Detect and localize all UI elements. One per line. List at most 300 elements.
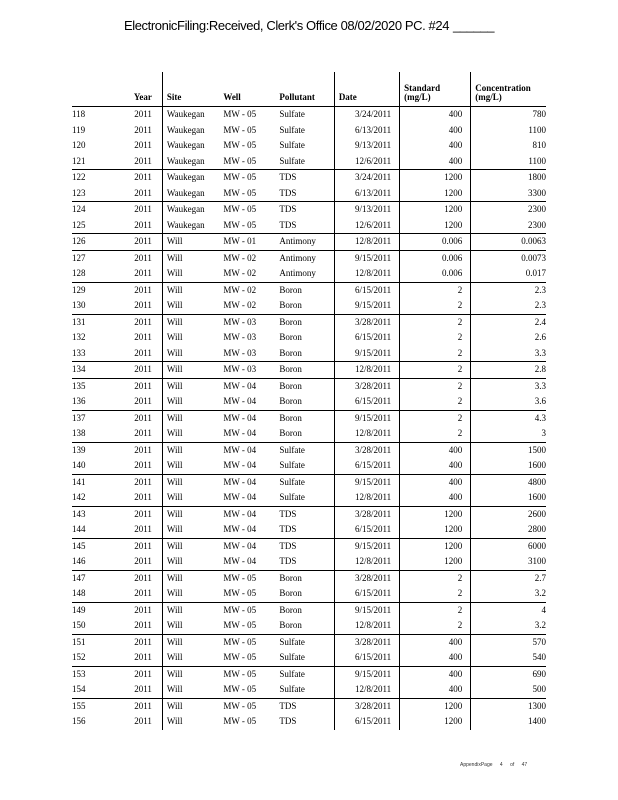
cell-well: MW - 05 — [223, 109, 257, 120]
cell-date: 12/8/2011 — [334, 554, 399, 570]
cell-concentration: 2.3 — [471, 282, 546, 298]
cell-concentration: 0.017 — [471, 266, 546, 282]
cell-index: 126 — [72, 234, 106, 251]
cell-date: 6/15/2011 — [334, 330, 399, 346]
cell-index: 138 — [72, 428, 86, 439]
cell-date: 3/28/2011 — [334, 314, 399, 330]
cell-concentration: 3300 — [471, 186, 546, 202]
table-row — [72, 714, 546, 730]
cell-year: 2011 — [134, 109, 152, 120]
cell-date: 12/8/2011 — [334, 362, 399, 379]
cell-year: 2011 — [106, 698, 162, 714]
col-well-header: Well — [223, 72, 279, 107]
cell-standard: 0.006 — [400, 234, 471, 251]
cell-well: MW - 05 — [223, 140, 257, 151]
cell-site: Will — [162, 634, 223, 650]
cell-well: MW - 02 — [223, 268, 257, 279]
cell-index: 132 — [72, 332, 86, 343]
cell-standard: 1200 — [400, 554, 471, 570]
cell-standard: 400 — [400, 138, 471, 154]
cell-pollutant: Boron — [279, 410, 334, 426]
cell-date: 9/15/2011 — [334, 250, 399, 266]
cell-date: 12/6/2011 — [334, 218, 399, 234]
cell-pollutant: TDS — [279, 219, 297, 230]
cell-pollutant: Boron — [279, 332, 302, 343]
cell-date: 6/15/2011 — [334, 282, 399, 298]
table-row — [72, 266, 546, 282]
table-row — [72, 698, 546, 714]
cell-year: 2011 — [134, 492, 152, 503]
cell-year: 2011 — [134, 620, 152, 631]
cell-pollutant: Antimony — [279, 250, 334, 266]
cell-concentration: 2.7 — [471, 570, 546, 586]
cell-concentration: 2300 — [471, 218, 546, 234]
cell-date: 6/15/2011 — [334, 458, 399, 474]
footer-label: AppendixPage — [460, 762, 493, 768]
cell-year: 2011 — [106, 250, 162, 266]
cell-concentration: 6000 — [471, 538, 546, 554]
filing-header-text: ElectronicFiling:Received, Clerk's Office 08/02/2020 PC. #24 — [123, 18, 450, 33]
cell-pollutant: Boron — [279, 362, 334, 379]
cell-concentration: 690 — [471, 666, 546, 682]
cell-index: 145 — [72, 538, 106, 554]
cell-site: Will — [162, 426, 223, 442]
cell-standard: 1200 — [400, 170, 471, 186]
cell-index: 120 — [72, 140, 86, 151]
cell-index: 130 — [72, 300, 86, 311]
cell-pollutant: Boron — [279, 300, 302, 311]
table-row — [72, 346, 546, 362]
cell-date: 9/13/2011 — [334, 138, 399, 154]
cell-date: 3/28/2011 — [334, 570, 399, 586]
cell-concentration: 540 — [471, 650, 546, 666]
cell-pollutant: Boron — [279, 378, 334, 394]
cell-pollutant: Boron — [279, 602, 334, 618]
cell-pollutant: Antimony — [279, 234, 334, 251]
cell-index: 155 — [72, 698, 106, 714]
cell-date: 9/15/2011 — [334, 298, 399, 314]
cell-year: 2011 — [134, 124, 152, 135]
cell-year: 2011 — [134, 428, 152, 439]
filing-header — [0, 18, 618, 33]
footer-of: of — [510, 762, 515, 768]
cell-concentration: 4 — [471, 602, 546, 618]
cell-pollutant: Boron — [279, 347, 302, 358]
cell-index: 124 — [72, 202, 106, 218]
table-row — [72, 123, 546, 139]
cell-well: MW - 01 — [223, 234, 279, 251]
cell-well: MW - 04 — [223, 396, 257, 407]
cell-year: 2011 — [106, 570, 162, 586]
cell-date: 12/8/2011 — [334, 490, 399, 506]
cell-site: Will — [162, 506, 223, 522]
cell-pollutant: Boron — [279, 620, 302, 631]
cell-well: MW - 05 — [223, 716, 257, 727]
cell-date: 6/13/2011 — [334, 186, 399, 202]
cell-site: Will — [162, 394, 223, 410]
cell-standard: 1200 — [400, 522, 471, 538]
cell-site: Will — [162, 602, 223, 618]
cell-site: Will — [162, 618, 223, 634]
cell-standard: 1200 — [400, 538, 471, 554]
cell-standard: 1200 — [400, 714, 471, 730]
cell-year: 2011 — [106, 282, 162, 298]
cell-year: 2011 — [134, 300, 152, 311]
cell-standard: 1200 — [400, 202, 471, 218]
cell-site: Will — [162, 538, 223, 554]
cell-concentration: 3.6 — [471, 394, 546, 410]
cell-well: MW - 05 — [223, 155, 257, 166]
cell-date: 6/15/2011 — [334, 522, 399, 538]
cell-pollutant: Sulfate — [279, 124, 305, 135]
page-footer — [460, 762, 533, 768]
cell-standard: 2 — [400, 298, 471, 314]
cell-standard: 1200 — [400, 218, 471, 234]
table-row — [72, 138, 546, 154]
cell-date: 9/13/2011 — [334, 202, 399, 218]
cell-pollutant: Sulfate — [279, 460, 305, 471]
cell-index: 142 — [72, 492, 86, 503]
cell-date: 3/28/2011 — [334, 378, 399, 394]
cell-date: 9/15/2011 — [334, 538, 399, 554]
cell-well: MW - 04 — [223, 410, 279, 426]
cell-date: 6/15/2011 — [334, 714, 399, 730]
table-row — [72, 602, 546, 618]
cell-date: 3/24/2011 — [334, 170, 399, 186]
cell-index: 129 — [72, 282, 106, 298]
cell-index: 136 — [72, 396, 86, 407]
table-row — [72, 522, 546, 538]
cell-concentration: 3.3 — [471, 346, 546, 362]
cell-site: Will — [162, 234, 223, 251]
cell-standard: 400 — [400, 634, 471, 650]
cell-date: 3/28/2011 — [334, 634, 399, 650]
filing-header-blank: ______ — [453, 18, 495, 33]
cell-date: 9/15/2011 — [334, 602, 399, 618]
cell-site: Will — [162, 714, 223, 730]
cell-well: MW - 04 — [223, 378, 279, 394]
cell-year: 2011 — [106, 666, 162, 682]
cell-year: 2011 — [106, 170, 162, 186]
cell-site: Waukegan — [162, 202, 223, 218]
cell-site: Will — [162, 698, 223, 714]
cell-concentration: 2.6 — [471, 330, 546, 346]
cell-concentration: 2800 — [471, 522, 546, 538]
cell-well: MW - 05 — [223, 219, 257, 230]
col-standard-header: Standard (mg/L) — [400, 72, 471, 107]
cell-pollutant: TDS — [279, 556, 297, 567]
cell-site: Will — [162, 570, 223, 586]
cell-standard: 400 — [400, 107, 471, 123]
cell-well: MW - 05 — [223, 666, 279, 682]
cell-pollutant: Boron — [279, 570, 334, 586]
table-row — [72, 298, 546, 314]
cell-standard: 2 — [400, 378, 471, 394]
cell-well: MW - 05 — [223, 170, 279, 186]
table-row — [72, 362, 546, 379]
cell-index: 151 — [72, 634, 106, 650]
cell-index: 119 — [72, 124, 86, 135]
cell-well: MW - 05 — [223, 634, 279, 650]
cell-pollutant: TDS — [279, 698, 334, 714]
cell-well: MW - 04 — [223, 474, 279, 490]
cell-index: 146 — [72, 556, 86, 567]
table-row — [72, 506, 546, 522]
cell-pollutant: TDS — [279, 716, 297, 727]
col-date-header: Date — [334, 72, 399, 107]
cell-well: MW - 04 — [223, 524, 257, 535]
cell-site: Will — [162, 282, 223, 298]
cell-site: Will — [162, 650, 223, 666]
cell-year: 2011 — [134, 396, 152, 407]
data-table — [72, 72, 546, 730]
cell-site: Will — [162, 362, 223, 379]
cell-site: Will — [162, 378, 223, 394]
table-row — [72, 330, 546, 346]
cell-site: Will — [162, 250, 223, 266]
cell-year: 2011 — [134, 588, 152, 599]
cell-standard: 2 — [400, 330, 471, 346]
table-row — [72, 410, 546, 426]
cell-year: 2011 — [134, 155, 152, 166]
cell-date: 9/15/2011 — [334, 410, 399, 426]
cell-standard: 0.006 — [400, 250, 471, 266]
cell-standard: 400 — [400, 474, 471, 490]
table-row — [72, 586, 546, 602]
cell-site: Will — [162, 490, 223, 506]
table-row — [72, 394, 546, 410]
cell-index: 135 — [72, 378, 106, 394]
cell-well: MW - 05 — [223, 570, 279, 586]
cell-well: MW - 04 — [223, 492, 257, 503]
cell-date: 3/28/2011 — [334, 698, 399, 714]
cell-index: 148 — [72, 588, 86, 599]
cell-standard: 2 — [400, 618, 471, 634]
cell-year: 2011 — [134, 268, 152, 279]
table-row — [72, 682, 546, 698]
table-row — [72, 538, 546, 554]
cell-site: Will — [162, 458, 223, 474]
table-row — [72, 170, 546, 186]
cell-standard: 400 — [400, 458, 471, 474]
cell-well: MW - 04 — [223, 506, 279, 522]
table-row — [72, 490, 546, 506]
cell-date: 6/15/2011 — [334, 586, 399, 602]
cell-well: MW - 03 — [223, 362, 279, 379]
cell-site: Will — [162, 682, 223, 698]
cell-pollutant: Sulfate — [279, 140, 305, 151]
table-row — [72, 474, 546, 490]
table-header-row — [72, 72, 546, 107]
cell-well: MW - 04 — [223, 538, 279, 554]
cell-site: Will — [162, 554, 223, 570]
cell-concentration: 2.3 — [471, 298, 546, 314]
table-row — [72, 666, 546, 682]
cell-concentration: 2.4 — [471, 314, 546, 330]
cell-standard: 2 — [400, 362, 471, 379]
cell-date: 12/6/2011 — [334, 154, 399, 170]
cell-standard: 2 — [400, 570, 471, 586]
cell-concentration: 4.3 — [471, 410, 546, 426]
cell-year: 2011 — [134, 460, 152, 471]
table-row — [72, 314, 546, 330]
cell-index: 128 — [72, 268, 86, 279]
cell-well: MW - 04 — [223, 460, 257, 471]
cell-well: MW - 05 — [223, 202, 279, 218]
cell-year: 2011 — [106, 202, 162, 218]
cell-well: MW - 05 — [223, 620, 257, 631]
cell-site: Will — [162, 442, 223, 458]
cell-site: Will — [162, 298, 223, 314]
cell-well: MW - 03 — [223, 332, 257, 343]
cell-pollutant: Sulfate — [279, 155, 305, 166]
cell-year: 2011 — [106, 442, 162, 458]
cell-well: MW - 04 — [223, 428, 257, 439]
cell-date: 6/15/2011 — [334, 650, 399, 666]
cell-date: 9/15/2011 — [334, 666, 399, 682]
cell-date: 9/15/2011 — [334, 346, 399, 362]
cell-pollutant: Boron — [279, 314, 334, 330]
cell-index: 150 — [72, 620, 86, 631]
cell-well: MW - 05 — [223, 652, 257, 663]
cell-index: 122 — [72, 170, 106, 186]
cell-year: 2011 — [134, 187, 152, 198]
cell-well: MW - 05 — [223, 602, 279, 618]
cell-standard: 2 — [400, 586, 471, 602]
cell-well: MW - 03 — [223, 314, 279, 330]
cell-well: MW - 04 — [223, 556, 257, 567]
cell-year: 2011 — [134, 332, 152, 343]
cell-standard: 1200 — [400, 186, 471, 202]
cell-pollutant: TDS — [279, 506, 334, 522]
cell-index: 123 — [72, 187, 86, 198]
cell-date: 12/8/2011 — [334, 234, 399, 251]
cell-site: Will — [162, 346, 223, 362]
table-row — [72, 282, 546, 298]
table-row — [72, 250, 546, 266]
table-row — [72, 107, 546, 123]
cell-concentration: 0.0063 — [471, 234, 546, 251]
table-row — [72, 378, 546, 394]
footer-page: 4 — [499, 762, 503, 768]
cell-year: 2011 — [106, 378, 162, 394]
cell-concentration: 1300 — [471, 698, 546, 714]
cell-well: MW - 03 — [223, 347, 257, 358]
cell-concentration: 4800 — [471, 474, 546, 490]
cell-standard: 1200 — [400, 506, 471, 522]
cell-pollutant: Boron — [279, 588, 302, 599]
cell-pollutant: Sulfate — [279, 492, 305, 503]
cell-concentration: 2600 — [471, 506, 546, 522]
cell-site: Will — [162, 586, 223, 602]
cell-index: 127 — [72, 250, 106, 266]
table-row — [72, 154, 546, 170]
cell-site: Waukegan — [162, 218, 223, 234]
cell-pollutant: Antimony — [279, 268, 316, 279]
cell-year: 2011 — [134, 140, 152, 151]
cell-concentration: 1500 — [471, 442, 546, 458]
cell-pollutant: Boron — [279, 396, 302, 407]
cell-year: 2011 — [134, 556, 152, 567]
cell-standard: 0.006 — [400, 266, 471, 282]
cell-pollutant: Boron — [279, 428, 302, 439]
cell-concentration: 3.3 — [471, 378, 546, 394]
cell-pollutant: TDS — [279, 538, 334, 554]
table-row — [72, 426, 546, 442]
cell-year: 2011 — [106, 634, 162, 650]
cell-index: 139 — [72, 442, 106, 458]
table-body — [72, 107, 546, 730]
cell-date: 12/8/2011 — [334, 426, 399, 442]
cell-standard: 2 — [400, 394, 471, 410]
cell-date: 3/28/2011 — [334, 506, 399, 522]
cell-date: 9/15/2011 — [334, 474, 399, 490]
cell-index: 137 — [72, 410, 106, 426]
cell-year: 2011 — [106, 602, 162, 618]
cell-concentration: 500 — [471, 682, 546, 698]
cell-well: MW - 04 — [223, 442, 279, 458]
cell-index: 134 — [72, 362, 106, 379]
cell-index: 131 — [72, 314, 106, 330]
cell-standard: 2 — [400, 602, 471, 618]
cell-concentration: 1800 — [471, 170, 546, 186]
cell-standard: 400 — [400, 650, 471, 666]
cell-date: 6/15/2011 — [334, 394, 399, 410]
table-row — [72, 234, 546, 251]
cell-index: 141 — [72, 474, 106, 490]
cell-date: 12/8/2011 — [334, 682, 399, 698]
cell-index: 121 — [72, 155, 86, 166]
cell-index: 147 — [72, 570, 106, 586]
cell-standard: 2 — [400, 314, 471, 330]
cell-well: MW - 05 — [223, 698, 279, 714]
cell-pollutant: Sulfate — [279, 666, 334, 682]
cell-date: 6/13/2011 — [334, 123, 399, 139]
cell-pollutant: Sulfate — [279, 442, 334, 458]
cell-well: MW - 02 — [223, 300, 257, 311]
cell-year: 2011 — [134, 524, 152, 535]
cell-date: 3/24/2011 — [334, 107, 399, 123]
cell-well: MW - 05 — [223, 187, 257, 198]
cell-year: 2011 — [106, 314, 162, 330]
cell-year: 2011 — [134, 219, 152, 230]
cell-date: 12/8/2011 — [334, 618, 399, 634]
cell-concentration: 2.8 — [471, 362, 546, 379]
cell-site: Will — [162, 266, 223, 282]
cell-site: Will — [162, 522, 223, 538]
cell-pollutant: Sulfate — [279, 109, 305, 120]
cell-index: 154 — [72, 684, 86, 695]
cell-pollutant: Sulfate — [279, 652, 305, 663]
cell-year: 2011 — [106, 410, 162, 426]
cell-site: Will — [162, 410, 223, 426]
cell-pollutant: Sulfate — [279, 684, 305, 695]
cell-year: 2011 — [106, 234, 162, 251]
cell-standard: 2 — [400, 426, 471, 442]
cell-standard: 400 — [400, 154, 471, 170]
cell-index: 153 — [72, 666, 106, 682]
cell-concentration: 1600 — [471, 458, 546, 474]
cell-concentration: 0.0073 — [471, 250, 546, 266]
cell-standard: 1200 — [400, 698, 471, 714]
cell-year: 2011 — [134, 716, 152, 727]
cell-concentration: 3100 — [471, 554, 546, 570]
cell-year: 2011 — [106, 474, 162, 490]
cell-standard: 2 — [400, 410, 471, 426]
cell-index: 118 — [72, 109, 86, 120]
cell-index: 133 — [72, 347, 86, 358]
cell-site: Will — [162, 330, 223, 346]
